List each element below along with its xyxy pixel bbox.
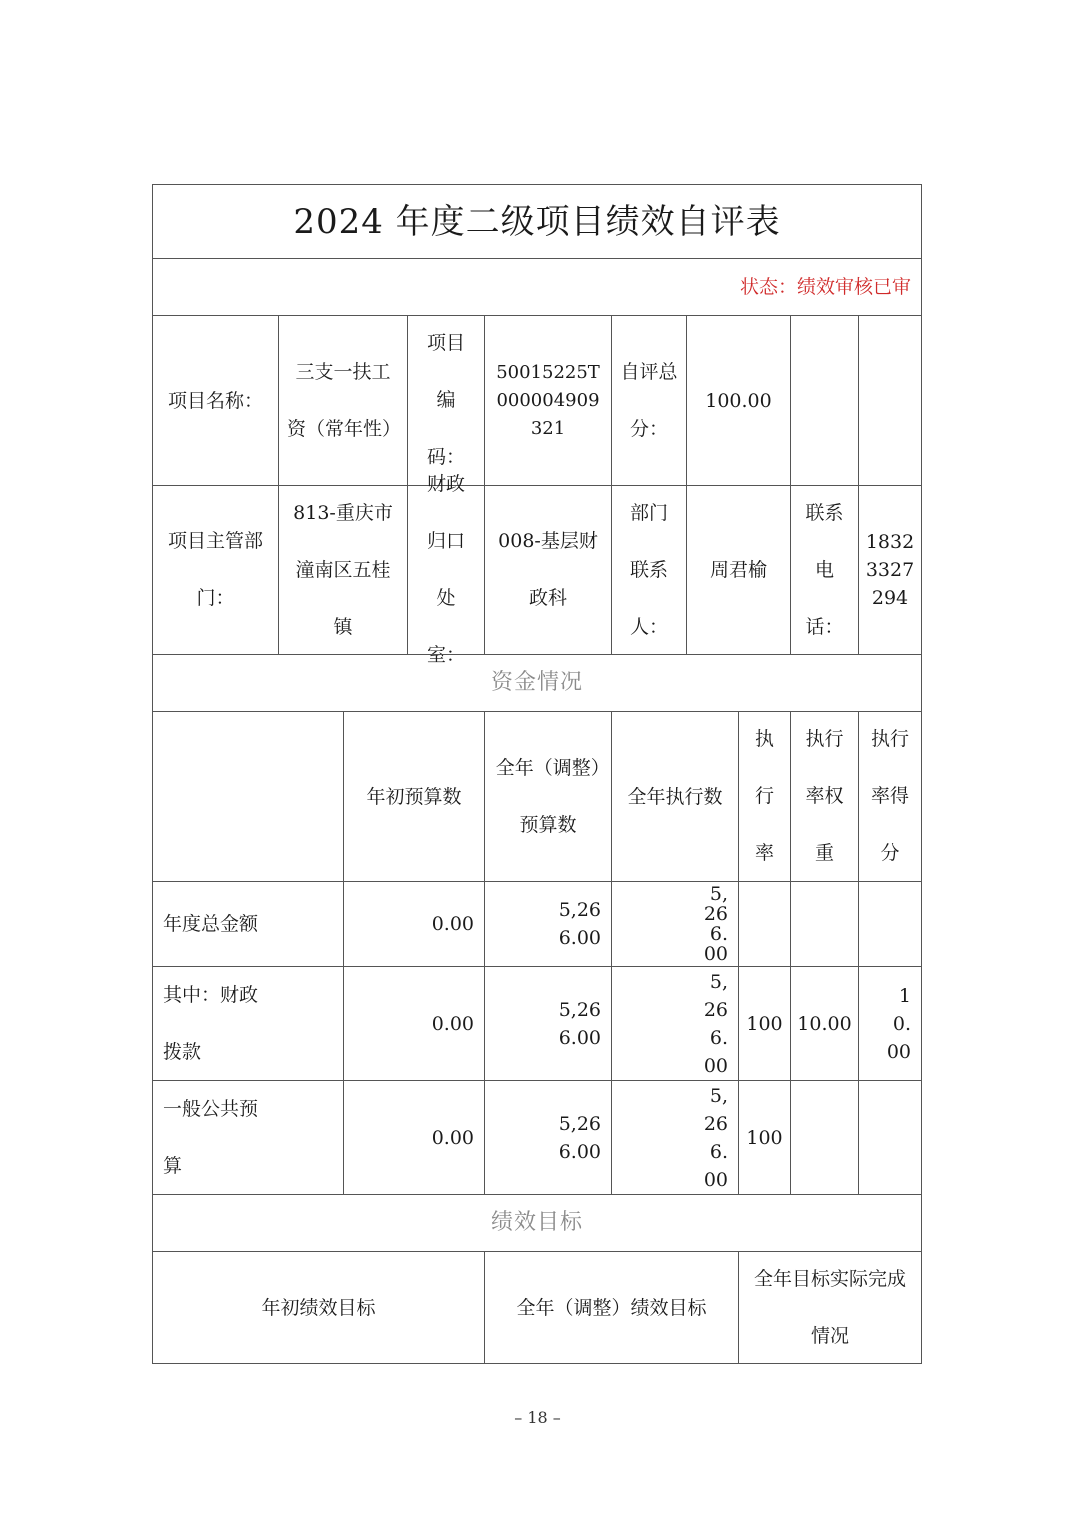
project-code-label: 项目编码：	[407, 315, 484, 485]
exec-rate-value: 100	[738, 966, 790, 1080]
department-row	[152, 473, 922, 666]
header-initial-budget: 年初预算数	[343, 711, 484, 881]
contact-person-value: 周君榆	[686, 485, 790, 654]
executed-value: 5,266.00	[611, 1080, 738, 1194]
project-name-value: 三支一扶工资（常年性）	[278, 315, 407, 485]
initial-budget-value: 0.00	[343, 1080, 484, 1194]
row-label: 一般公共预算	[152, 1080, 343, 1194]
exec-rate-value: 100	[738, 1080, 790, 1194]
initial-budget-value: 0.00	[343, 966, 484, 1080]
manager-dept-label: 项目主管部门：	[152, 485, 278, 654]
funds-row-fiscal	[152, 966, 922, 1080]
contact-person-label: 部门联系人：	[611, 485, 686, 654]
rate-score-value	[858, 881, 922, 966]
page-number: – 18 –	[514, 1408, 561, 1427]
adjusted-budget-value: 5,266.00	[484, 1080, 611, 1194]
status-row	[152, 258, 922, 315]
rate-score-value: 10.00	[858, 966, 922, 1080]
funds-section-title: 资金情况	[152, 654, 922, 711]
exec-rate-value	[738, 881, 790, 966]
rate-score-value	[858, 1080, 922, 1194]
title-row	[152, 184, 922, 258]
row-label: 其中：财政拨款	[152, 966, 343, 1080]
goals-header-row	[152, 1251, 922, 1364]
empty-cell	[790, 315, 858, 485]
goals-section-title: 绩效目标	[152, 1194, 922, 1251]
funds-section-row	[152, 654, 922, 711]
status-badge: 状态：绩效审核已审	[152, 258, 922, 315]
project-code-value: 50015225T000004909321	[484, 315, 611, 485]
project-info-row	[152, 315, 922, 485]
actual-completion-header: 全年目标实际完成情况	[738, 1251, 922, 1364]
row-label: 年度总金额	[152, 881, 343, 966]
header-executed: 全年执行数	[611, 711, 738, 881]
header-exec-rate: 执行率	[738, 711, 790, 881]
executed-value: 5,266.00	[611, 966, 738, 1080]
funds-row-total	[152, 881, 922, 966]
header-rate-weight: 执行率权重	[790, 711, 858, 881]
rate-weight-value: 10.00	[790, 966, 858, 1080]
funds-header-row	[152, 711, 922, 881]
phone-label: 联系电话：	[790, 485, 858, 654]
rate-weight-value	[790, 1080, 858, 1194]
goals-section-row	[152, 1194, 922, 1251]
initial-budget-value: 0.00	[343, 881, 484, 966]
manager-dept-value: 813-重庆市潼南区五桂镇	[278, 485, 407, 654]
header-rate-score: 执行率得分	[858, 711, 922, 881]
page-title: 2024 年度二级项目绩效自评表	[152, 184, 922, 258]
executed-value: 5,266.00	[611, 881, 738, 966]
adjusted-goal-header: 全年（调整）绩效目标	[484, 1251, 738, 1364]
adjusted-budget-value: 5,266.00	[484, 881, 611, 966]
self-score-label: 自评总分：	[611, 315, 686, 485]
finance-office-value: 008-基层财政科	[484, 485, 611, 654]
rate-weight-value	[790, 881, 858, 966]
project-name-label: 项目名称：	[152, 315, 278, 485]
finance-office-label: 财政归口处室：	[407, 485, 484, 654]
phone-value: 18323327294	[858, 485, 922, 654]
self-score-value: 100.00	[686, 315, 790, 485]
funds-row-general-budget	[152, 1080, 922, 1194]
initial-goal-header: 年初绩效目标	[152, 1251, 484, 1364]
empty-cell	[858, 315, 922, 485]
adjusted-budget-value: 5,266.00	[484, 966, 611, 1080]
header-adjusted-budget: 全年（调整）预算数	[484, 711, 611, 881]
empty-cell	[152, 711, 343, 881]
self-evaluation-table	[152, 184, 922, 1364]
